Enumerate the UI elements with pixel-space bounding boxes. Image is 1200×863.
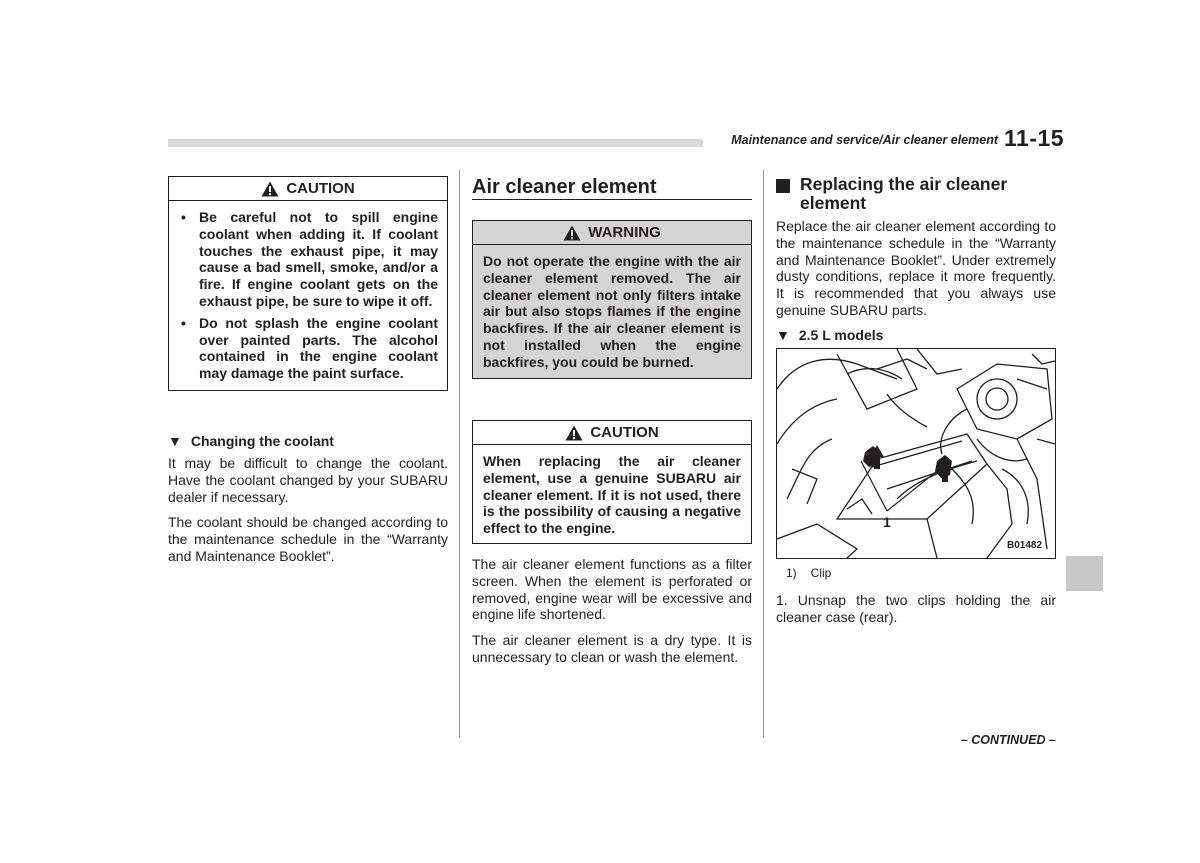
caution-box-body: When replacing the air cleaner element, use a genuine SUBARU air cleaner element. If it is not used, there is the possibility of causing a negative effect to the engine. [472,445,752,544]
warning-triangle-icon [261,181,279,197]
page-number: 11-15 [1004,125,1065,151]
caution-box-element [472,420,752,544]
changing-coolant-heading-text: Changing the coolant [190,433,334,449]
header-section-title: Maintenance and service/Air cleaner element [731,133,998,147]
step-1: 1. Unsnap the two clips holding the air cleaner case (rear). [776,592,1056,625]
caution-title: CAUTION [286,180,355,197]
column-divider-right [763,170,764,738]
warning-box-header [472,220,752,245]
figure-caption [786,566,831,580]
element-paragraph-1: The air cleaner element functions as a filter screen. When the element is perforated or removed, engine wear will be excessive and engine life shortened. [472,556,752,623]
section-square-icon [776,179,790,193]
chapter-thumb-tab [1066,556,1103,591]
replacing-intro: Replace the air cleaner element according to the maintenance schedule in the “Warranty and Maintenance Booklet”. Under extremely dusty conditions, replace it more frequently. It is recommended that you always use genuine SUBARU parts. [776,218,1056,318]
figure-code: B01482 [1007,540,1043,551]
continued-label: – CONTINUED – [960,733,1056,747]
caution-item-text: Be careful not to spill engine coolant when adding it. If coolant touches the exhaust pipe, it may cause a bad smell, smoke, and/or a fire. If engine coolant gets on the exhaust pipe, be sure to wipe it off. [199,209,438,309]
caption-number: 1) [786,566,797,580]
figure-callout-number: 1 [883,514,891,530]
caution-box-header [168,176,448,201]
title-underline [472,199,752,200]
replacing-title: Replacing the air cleaner element [800,174,1008,213]
engine-figure [776,348,1056,559]
bullet-dot: • [181,209,186,225]
air-cleaner-illustration [777,349,1055,558]
caution-box-body [168,201,448,391]
caution-title: CAUTION [590,424,659,441]
header-rule [168,139,703,147]
column-divider-left [459,170,460,738]
warning-triangle-icon [565,425,583,441]
warning-title: WARNING [588,224,661,241]
bullet-dot: • [181,314,186,331]
warning-box-body: Do not operate the engine with the air cleaner element removed. The air cleaner element not only filters intake air but also stops flames if the engine backfires. If the air cleaner element is not installed when the engine backfires, you could be burned. [472,245,752,379]
caution-box-coolant [168,176,448,391]
models-heading [776,327,1056,343]
warning-box [472,220,752,379]
models-heading-text: 2.5 L models [798,327,884,343]
coolant-paragraph-2: The coolant should be changed according to the maintenance schedule in the “Warranty and Maintenance Booklet”. [168,514,448,564]
triangle-down-icon: ▼ [168,433,182,449]
caution-item [179,209,438,310]
caution-box-header [472,420,752,445]
changing-coolant-heading [168,433,448,449]
caution-item [179,315,438,382]
caption-text: Clip [810,566,832,580]
air-cleaner-title: Air cleaner element [472,176,657,198]
element-paragraph-2: The air cleaner element is a dry type. It is unnecessary to clean or wash the element. [472,632,752,665]
caution-item-text: Do not splash the engine coolant over painted parts. The alcohol contained in the engine coolant may damage the paint surface. [199,314,438,382]
warning-triangle-icon [563,225,581,241]
triangle-down-icon: ▼ [776,327,790,343]
coolant-paragraph-1: It may be difficult to change the coolant. Have the coolant changed by your SUBARU dealer if necessary. [168,455,448,505]
